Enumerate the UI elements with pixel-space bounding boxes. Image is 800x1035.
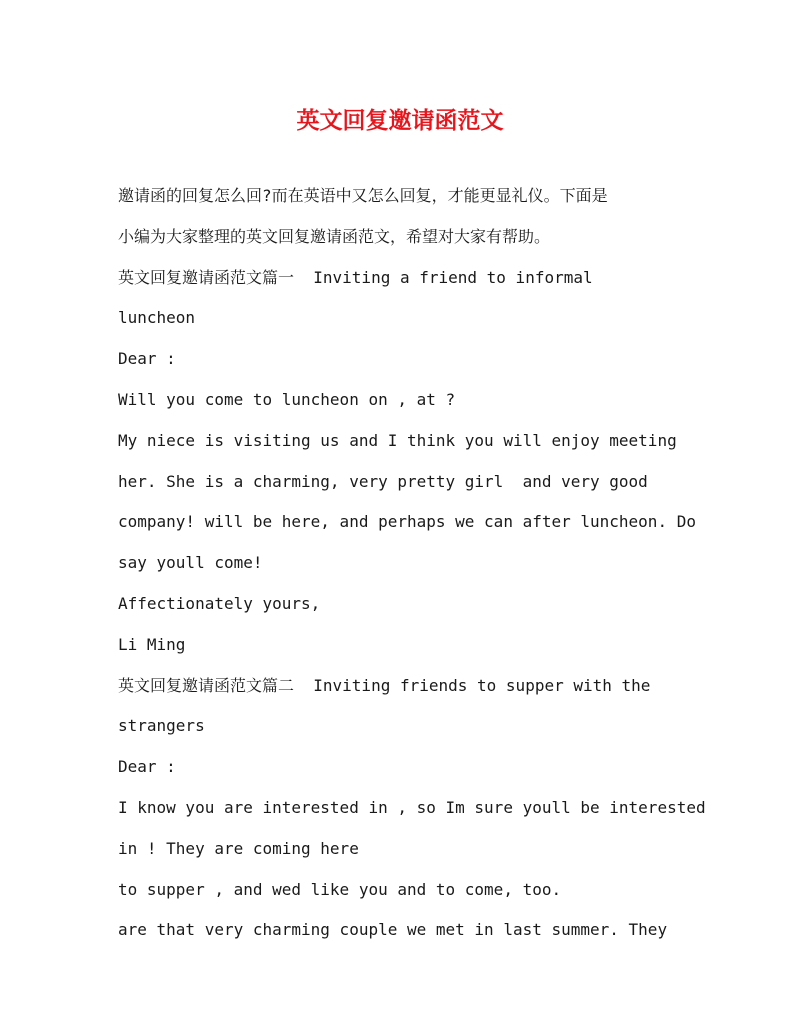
text-line: strangers [118, 716, 205, 736]
text-line: Will you come to luncheon on , at ? [118, 389, 456, 409]
text-line: Dear : [118, 349, 176, 369]
text-line: My niece is visiting us and I think you will enjoy meeting [118, 430, 677, 450]
text-line: company! will be here, and perhaps we can after luncheon. Do [118, 512, 696, 532]
text-line: 英文回复邀请函范文篇二 Inviting friends to supper with the [118, 675, 651, 695]
text-line: I know you are interested in , so Im sure youll be interested [118, 797, 706, 817]
text-line: Dear : [118, 757, 176, 777]
text-line: her. She is a charming, very pretty girl and very good [118, 471, 648, 491]
text-line: are that very charming couple we met in last summer. They [118, 920, 668, 940]
text-line: say youll come! [118, 553, 263, 573]
text-line: 英文回复邀请函范文篇一 Inviting a friend to informal [118, 267, 593, 287]
text-line: Li Ming [118, 634, 186, 654]
text-line: Affectionately yours, [118, 593, 321, 613]
document-title: 英文回复邀请函范文 [296, 107, 504, 134]
text-line: luncheon [118, 308, 196, 328]
text-line: to supper , and wed like you and to come, too. [118, 879, 562, 899]
text-line: in ! They are coming here [118, 838, 359, 858]
text-line: 小编为大家整理的英文回复邀请函范文，希望对大家有帮助。 [118, 226, 551, 246]
text-line: 邀请函的回复怎么回?而在英语中又怎么回复，才能更显礼仪。下面是 [118, 186, 608, 205]
document-body [118, 176, 718, 951]
